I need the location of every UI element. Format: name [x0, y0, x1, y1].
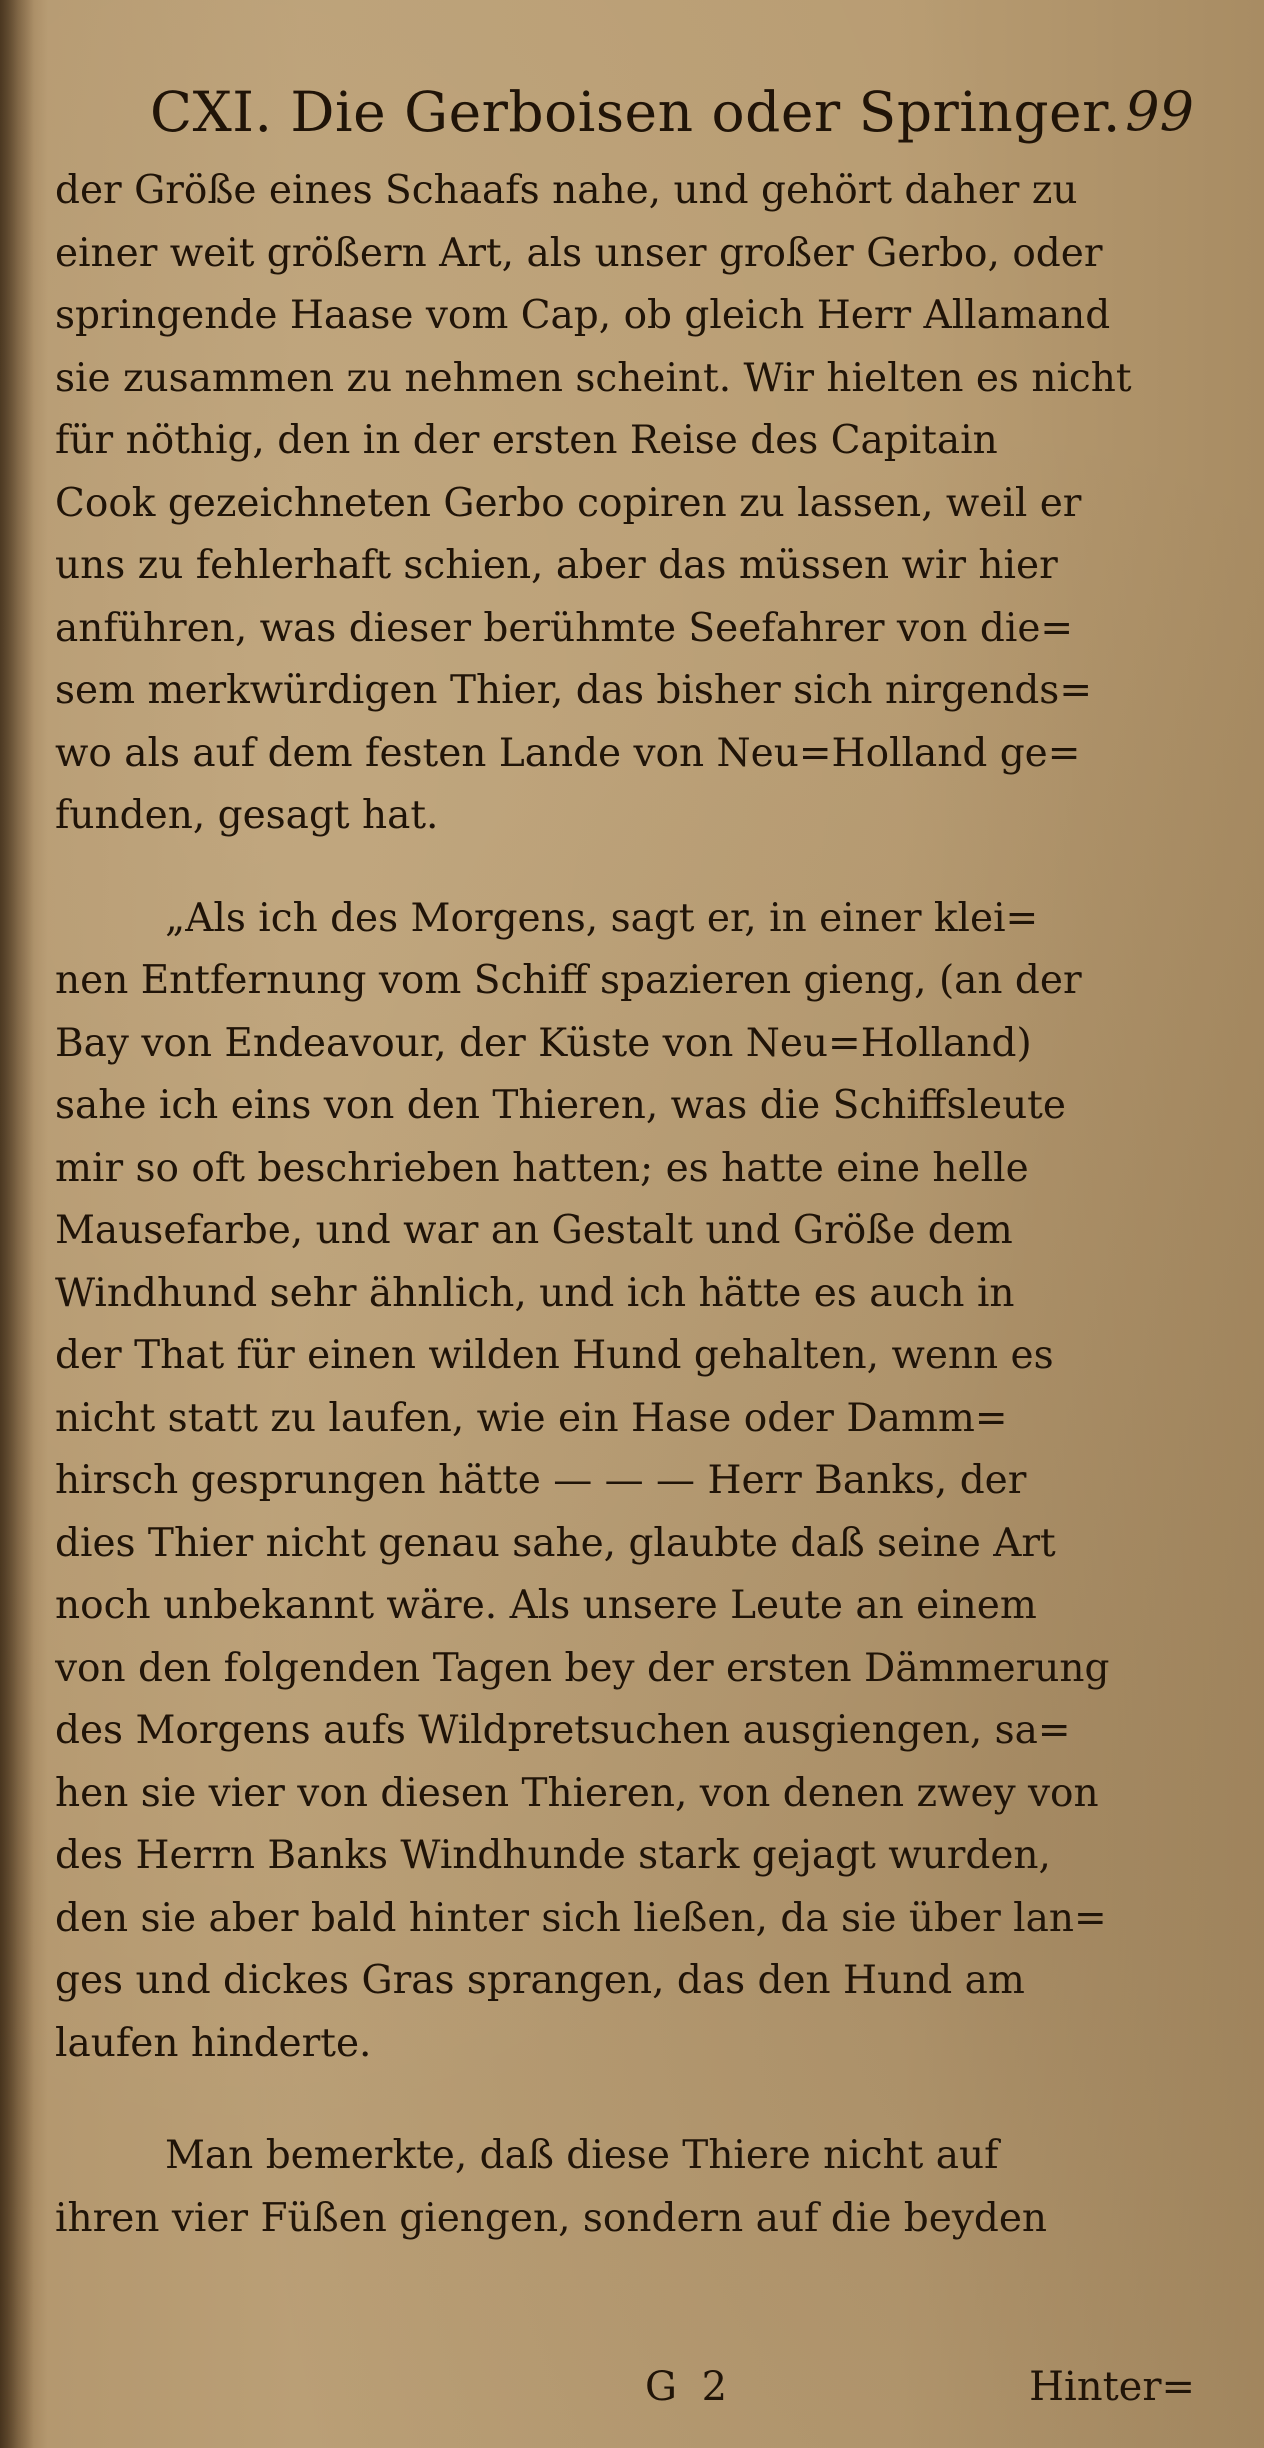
text-line: noch unbekannt wäre. Als unsere Leute an einem	[55, 1583, 1037, 1628]
text-line: des Herrn Banks Windhunde stark gejagt wurden,	[55, 1833, 1051, 1878]
text-line: Mausefarbe, und war an Gestalt und Größe dem	[55, 1208, 1013, 1253]
text-line: anführen, was dieser berühmte Seefahrer von die=	[55, 605, 1074, 651]
text-line: uns zu fehlerhaft schien, aber das müssen wir hier	[55, 543, 1058, 588]
text-line: Windhund sehr ähnlich, und ich hätte es auch in	[55, 1270, 1015, 1316]
page-number: 99	[1125, 80, 1194, 143]
text-line: funden, gesagt hat.	[55, 793, 439, 838]
text-line: ihren vier Füßen giengen, sondern auf die beyden	[55, 2195, 1048, 2241]
page-footer	[55, 2355, 1205, 2420]
text-line: einer weit größern Art, als unser großer Gerbo, oder	[55, 230, 1103, 276]
text-line: hen sie vier von diesen Thieren, von denen zwey von	[55, 1770, 1099, 1816]
body-text	[55, 160, 1205, 2250]
text-line: hirsch gesprungen hätte — — — Herr Banks, der	[55, 1458, 1027, 1503]
text-line: sahe ich eins von den Thieren, was die Schiffsleute	[55, 1083, 1066, 1128]
paragraph-1	[55, 160, 1205, 848]
signature-mark: G 2	[645, 2364, 734, 2410]
text-line: des Morgens aufs Wildpretsuchen ausgiengen, sa=	[55, 1708, 1071, 1753]
running-title: CXI. Die Gerboisen oder Springer.	[150, 80, 1121, 144]
page-gutter-shadow	[0, 0, 34, 2448]
text-line: sie zusammen zu nehmen scheint. Wir hielten es nicht	[55, 355, 1132, 401]
catchword: Hinter=	[1029, 2364, 1195, 2410]
paragraph-3	[55, 2125, 1205, 2250]
text-line: ges und dickes Gras sprangen, das den Hund am	[55, 1958, 1025, 2003]
text-line: für nöthig, den in der ersten Reise des Capitain	[55, 418, 998, 463]
text-line: nicht statt zu laufen, wie ein Hase oder Damm=	[55, 1395, 1008, 1441]
text-line: „Als ich des Morgens, sagt er, in einer klei=	[165, 895, 1039, 941]
paragraph-2	[55, 888, 1205, 2076]
paragraph-gap	[55, 848, 1205, 888]
text-line: mir so oft beschrieben hatten; es hatte eine helle	[55, 1145, 1029, 1191]
text-line: Cook gezeichneten Gerbo copiren zu lassen, weil er	[55, 480, 1082, 526]
text-line: Man bemerkte, daß diese Thiere nicht auf	[165, 2133, 999, 2178]
text-line: laufen hinderte.	[55, 2020, 372, 2066]
text-line: springende Haase vom Cap, ob gleich Herr Allamand	[55, 293, 1111, 338]
text-line: der That für einen wilden Hund gehalten, wenn es	[55, 1333, 1054, 1378]
text-line: wo als auf dem festen Lande von Neu=Holland ge=	[55, 730, 1081, 776]
text-line: von den folgenden Tagen bey der ersten Dämmerung	[55, 1645, 1110, 1691]
text-line: der Größe eines Schaafs nahe, und gehört daher zu	[55, 168, 1078, 213]
page-header	[150, 72, 1210, 152]
text-line: dies Thier nicht genau sahe, glaubte daß seine Art	[55, 1520, 1056, 1566]
paragraph-gap	[55, 2075, 1205, 2125]
text-line: sem merkwürdigen Thier, das bisher sich nirgends=	[55, 668, 1093, 713]
text-line: nen Entfernung vom Schiff spazieren gieng, (an der	[55, 958, 1082, 1003]
text-line: den sie aber bald hinter sich ließen, da sie über lan=	[55, 1895, 1107, 1941]
text-line: Bay von Endeavour, der Küste von Neu=Holland)	[55, 1020, 1032, 1066]
